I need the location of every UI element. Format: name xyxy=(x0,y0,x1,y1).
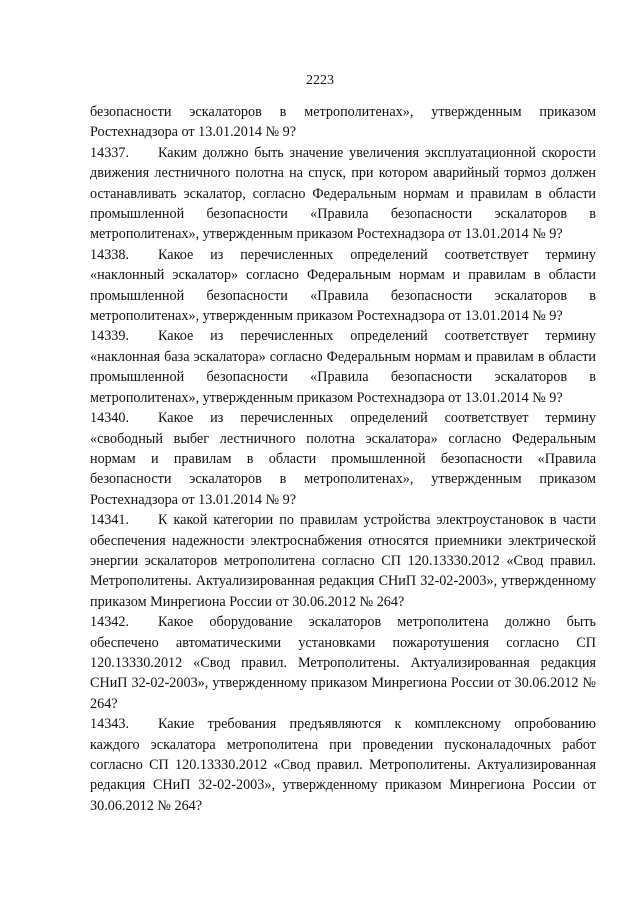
question-number: 14337. xyxy=(90,144,130,161)
question-continuation xyxy=(90,102,596,143)
question-item xyxy=(90,714,596,816)
question-text: К какой категории по правилам устройства электроустановок в части обеспечения надежности электроснабжения относятся приемники электрической энергии эскалаторов метрополитена согласно СП 120.13330.2012 «Свод правил. Метрополитены. Актуализированная редакция СНиП 32-02-2003», утвержденному приказом Минрегиона России от 30.06.2012 № 264? xyxy=(90,512,596,610)
question-number: 14338. xyxy=(90,246,130,263)
question-text: Какое из перечисленных определений соответствует термину «свободный выбег лестничного полотна эскалатора» согласно Федеральным нормам и правилам в области промышленной безопасности «Правила безопасности эскалаторов в метрополитенах», утвержденным приказом Ростехнадзора от 13.01.2014 № 9? xyxy=(90,410,596,508)
question-text: Какое оборудование эскалаторов метрополитена должно быть обеспечено автоматическими установками пожаротушения согласно СП 120.13330.2012 «Свод правил. Метрополитены. Актуализированная редакция СНиП 32-02-2003», утвержденному приказом Минрегиона России от 30.06.2012 № 264? xyxy=(90,614,596,712)
question-number: 14343. xyxy=(90,716,130,733)
question-text: Какие требования предъявляются к комплексному опробованию каждого эскалатора метрополитена при проведении пусконаладочных работ согласно СП 120.13330.2012 «Свод правил. Метрополитены. Актуализированная редакция СНиП 32-02-2003», утвержденному приказом Минрегиона России от 30.06.2012 № 264? xyxy=(90,716,596,814)
question-text: безопасности эскалаторов в метрополитенах», утвержденным приказом Ростехнадзора от 13.01.2014 № 9? xyxy=(90,104,596,141)
question-item xyxy=(90,408,596,510)
question-item xyxy=(90,510,596,612)
question-number: 14341. xyxy=(90,512,130,529)
question-item xyxy=(90,326,596,408)
question-text: Каким должно быть значение увеличения эксплуатационной скорости движения лестничного полотна на спуск, при котором аварийный тормоз должен останавливать эскалатор, согласно Федеральным нормам и правилам в области промышленной безопасности «Правила безопасности эскалаторов в метрополитенах», утвержденным приказом Ростехнадзора от 13.01.2014 № 9? xyxy=(90,144,596,243)
question-item xyxy=(90,143,596,245)
question-item xyxy=(90,612,596,714)
question-number: 14340. xyxy=(90,410,130,427)
question-text: Какое из перечисленных определений соответствует термину «наклонный эскалатор» согласно Федеральным нормам и правилам в области промышленной безопасности «Правила безопасности эскалаторов в метрополитенах», утвержденным приказом Ростехнадзора от 13.01.2014 № 9? xyxy=(90,246,596,325)
question-text: Какое из перечисленных определений соответствует термину «наклонная база эскалатора» согласно Федеральным нормам и правилам в области промышленной безопасности «Правила безопасности эскалаторов в метрополитенах», утвержденным приказом Ростехнадзора от 13.01.2014 № 9? xyxy=(90,328,596,406)
question-item xyxy=(90,245,596,327)
page-number: 2223 xyxy=(306,73,334,88)
question-number: 14342. xyxy=(90,614,130,631)
question-number: 14339. xyxy=(90,328,130,345)
question-list xyxy=(90,102,596,816)
